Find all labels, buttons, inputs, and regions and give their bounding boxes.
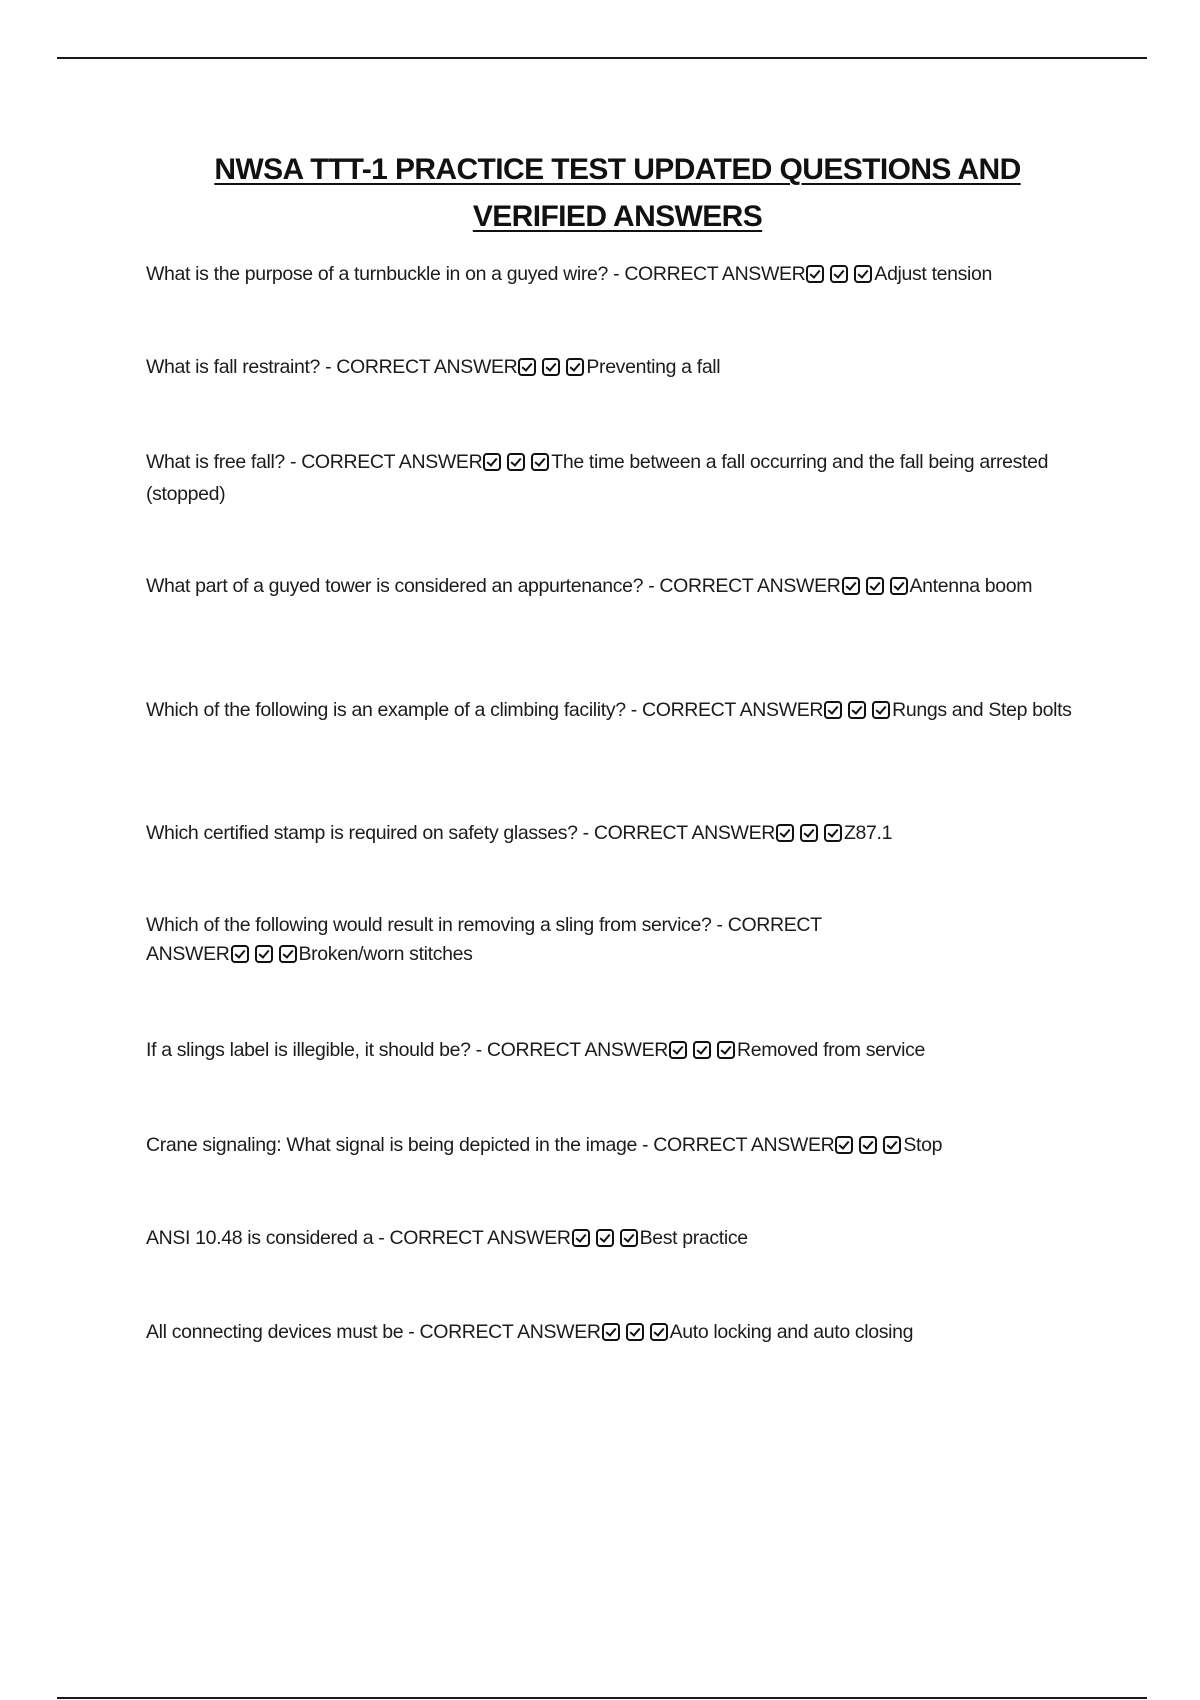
qa-item-6 xyxy=(146,819,1096,851)
answer-label: CORRECT ANSWER xyxy=(301,451,483,473)
answer-label: CORRECT ANSWER xyxy=(642,699,824,721)
checkbox-checked-icon xyxy=(693,1041,711,1059)
document-title xyxy=(0,146,1200,240)
checkbox-checked-icon xyxy=(620,1229,638,1247)
qa-item-11 xyxy=(146,1318,1096,1350)
answer-label: CORRECT ANSWER xyxy=(593,822,775,844)
checkbox-checked-icon xyxy=(279,945,297,963)
check-icons xyxy=(835,1134,902,1163)
answer-text: Auto locking and auto closing xyxy=(669,1321,914,1343)
checkbox-checked-icon xyxy=(531,453,549,471)
check-icons xyxy=(806,263,873,292)
qa-item-8 xyxy=(146,1036,1096,1068)
qa-item-2 xyxy=(146,353,1096,385)
check-icons xyxy=(483,451,550,480)
question-text: What is free fall? - xyxy=(146,451,302,473)
checkbox-checked-icon xyxy=(830,265,848,283)
qa-item-10 xyxy=(146,1224,1096,1256)
answer-text: Broken/worn stitches xyxy=(298,943,473,965)
qa-item-9 xyxy=(146,1131,1096,1163)
answer-text: Best practice xyxy=(639,1227,748,1249)
check-icons xyxy=(231,943,298,972)
question-text: Crane signaling: What signal is being depicted in the image - xyxy=(146,1134,654,1156)
question-text: Which of the following would result in removing a sling from service? - xyxy=(146,914,728,936)
checkbox-checked-icon xyxy=(872,701,890,719)
answer-label: CORRECT ANSWER xyxy=(624,263,806,285)
checkbox-checked-icon xyxy=(776,824,794,842)
title-line-2: VERIFIED ANSWERS xyxy=(472,200,763,233)
answer-label: CORRECT ANSWER xyxy=(146,914,822,965)
checkbox-checked-icon xyxy=(626,1323,644,1341)
qa-item-7 xyxy=(146,911,886,972)
answer-text: Removed from service xyxy=(737,1039,926,1061)
answer-text: Adjust tension xyxy=(874,263,993,285)
qa-item-4 xyxy=(146,572,1096,604)
checkbox-checked-icon xyxy=(806,265,824,283)
checkbox-checked-icon xyxy=(650,1323,668,1341)
checkbox-checked-icon xyxy=(518,358,536,376)
checkbox-checked-icon xyxy=(859,1136,877,1154)
checkbox-checked-icon xyxy=(883,1136,901,1154)
answer-label: CORRECT ANSWER xyxy=(659,575,841,597)
check-icons xyxy=(776,822,843,851)
check-icons xyxy=(572,1227,639,1256)
answer-label: CORRECT ANSWER xyxy=(389,1227,571,1249)
answer-text: Z87.1 xyxy=(843,822,893,844)
question-text: If a slings label is illegible, it should be? - xyxy=(146,1039,487,1061)
checkbox-checked-icon xyxy=(854,265,872,283)
answer-text: Antenna boom xyxy=(909,575,1033,597)
checkbox-checked-icon xyxy=(866,577,884,595)
answer-label: CORRECT ANSWER xyxy=(653,1134,835,1156)
checkbox-checked-icon xyxy=(507,453,525,471)
question-text: Which certified stamp is required on safety glasses? - xyxy=(146,822,594,844)
checkbox-checked-icon xyxy=(800,824,818,842)
checkbox-checked-icon xyxy=(890,577,908,595)
checkbox-checked-icon xyxy=(602,1323,620,1341)
checkbox-checked-icon xyxy=(255,945,273,963)
checkbox-checked-icon xyxy=(835,1136,853,1154)
qa-item-3 xyxy=(146,448,1096,509)
title-line-1: NWSA TTT-1 PRACTICE TEST UPDATED QUESTIONS AND xyxy=(214,153,1021,186)
qa-item-1 xyxy=(146,260,1096,292)
answer-label: CORRECT ANSWER xyxy=(419,1321,601,1343)
checkbox-checked-icon xyxy=(824,701,842,719)
checkbox-checked-icon xyxy=(231,945,249,963)
check-icons xyxy=(842,575,909,604)
checkbox-checked-icon xyxy=(669,1041,687,1059)
question-text: What part of a guyed tower is considered an appurtenance? - xyxy=(146,575,660,597)
checkbox-checked-icon xyxy=(572,1229,590,1247)
checkbox-checked-icon xyxy=(848,701,866,719)
checkbox-checked-icon xyxy=(596,1229,614,1247)
header-rule xyxy=(57,57,1147,59)
answer-label: CORRECT ANSWER xyxy=(486,1039,668,1061)
answer-text: Rungs and Step bolts xyxy=(892,699,1072,721)
question-text: Which of the following is an example of a climbing facility? - xyxy=(146,699,643,721)
footer-rule xyxy=(57,1697,1147,1699)
check-icons xyxy=(518,356,585,385)
question-text: All connecting devices must be - xyxy=(146,1321,420,1343)
check-icons xyxy=(824,699,891,728)
check-icons xyxy=(669,1039,736,1068)
checkbox-checked-icon xyxy=(842,577,860,595)
answer-text: Stop xyxy=(903,1134,943,1156)
question-text: What is the purpose of a turnbuckle in on a guyed wire? - xyxy=(146,263,625,285)
checkbox-checked-icon xyxy=(824,824,842,842)
check-icons xyxy=(602,1321,669,1350)
checkbox-checked-icon xyxy=(717,1041,735,1059)
answer-label: CORRECT ANSWER xyxy=(336,356,518,378)
checkbox-checked-icon xyxy=(542,358,560,376)
checkbox-checked-icon xyxy=(566,358,584,376)
qa-item-5 xyxy=(146,696,1096,728)
answer-text: The time between a fall occurring and the fall being arrested (stopped) xyxy=(146,451,1049,505)
checkbox-checked-icon xyxy=(483,453,501,471)
question-text: ANSI 10.48 is considered a - xyxy=(146,1227,390,1249)
answer-text: Preventing a fall xyxy=(586,356,721,378)
question-text: What is fall restraint? - xyxy=(146,356,337,378)
